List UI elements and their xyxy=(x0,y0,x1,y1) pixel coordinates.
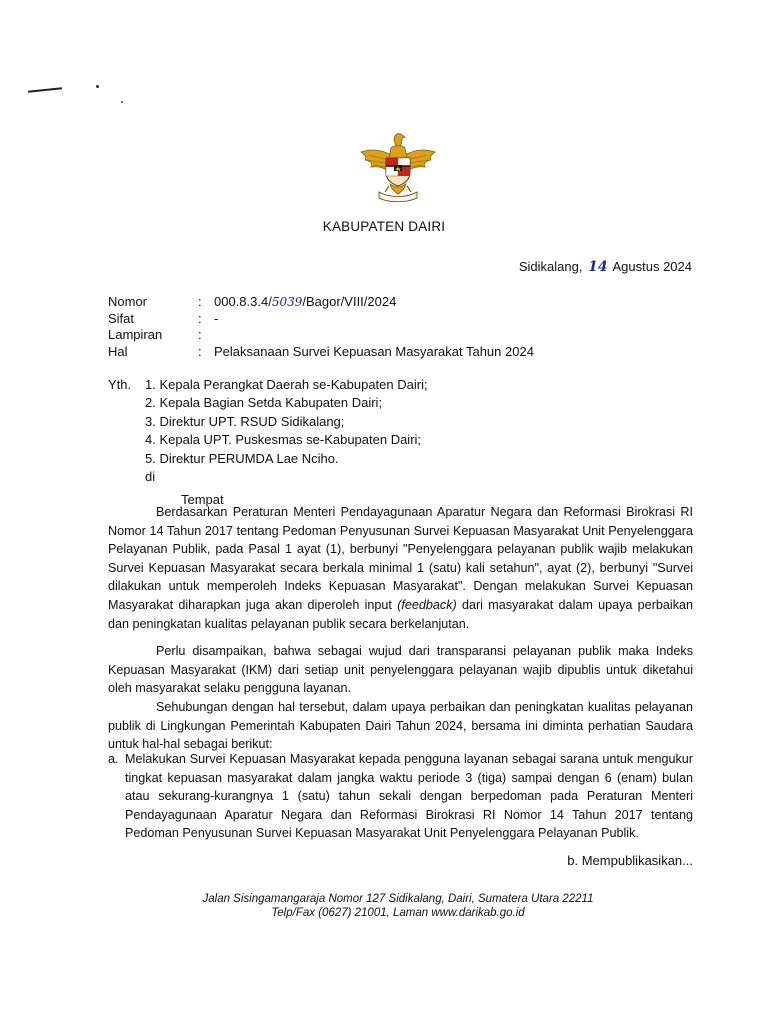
colon: : xyxy=(198,294,202,309)
list-item-a-text: Melakukan Survei Kepuasan Masyarakat kepada pengguna layanan sebagai sarana untuk mengukur tingkat kepuasan masyarakat dalam jangka waktu periode 3 (tiga) sampai dengan 6 (enam) bulan atau sekurang-kurangnya 1 (satu) tahun sekali dengan berpedoman pada Peraturan Menteri Pendayagunaan Aparatur Negara dan Reformasi Birokrasi RI Nomor 14 Tahun 2017 tentang Pedoman Penyusunan Survei Kepuasan Masyarakat Unit Penyelenggara Pelayanan Publik. xyxy=(125,752,693,841)
footer-contact: Telp/Fax (0627) 21001, Laman www.darikab.go.id xyxy=(271,907,525,919)
paragraph-2-text: Perlu disampaikan, bahwa sebagai wujud dari transparansi pelayanan publik maka Indeks Kepuasan Masyarakat (IKM) dari setiap unit penyelenggara pelayanan wajib dipublis untuk diketahui oleh masyarakat selaku pengguna layanan. xyxy=(108,644,693,696)
sifat-value: - xyxy=(214,310,219,326)
meta-row-nomor xyxy=(108,294,534,311)
meta-row-sifat xyxy=(108,311,534,328)
paragraph-2 xyxy=(108,642,693,698)
page-continuation: b. Mempublikasikan... xyxy=(567,853,693,868)
date-month-year: Agustus 2024 xyxy=(612,259,692,274)
yth-label: Yth. xyxy=(108,377,132,392)
list-item-a xyxy=(108,750,693,843)
scan-artifact-mark xyxy=(28,87,62,93)
recipient-item: 1. Kepala Perangkat Daerah se-Kabupaten Dairi; xyxy=(145,377,428,392)
recipient-row xyxy=(108,431,428,449)
date-place: Sidikalang, xyxy=(518,259,583,274)
lampiran-label: Lampiran xyxy=(108,327,163,343)
recipient-row xyxy=(108,413,428,431)
paragraph-3 xyxy=(108,698,693,754)
scan-artifact-dot xyxy=(121,101,123,103)
recipient-item: 4. Kepala UPT. Puskesmas se-Kabupaten Dairi; xyxy=(145,432,422,448)
date-day-handwritten: 14 xyxy=(588,259,608,275)
colon: : xyxy=(198,343,202,359)
letterhead-footer xyxy=(0,892,768,920)
letter-metadata xyxy=(108,294,534,360)
paragraph-1 xyxy=(108,503,693,633)
recipient-tempat: Tempat xyxy=(181,491,224,507)
recipient-row xyxy=(108,394,428,412)
recipient-row xyxy=(108,450,428,468)
regency-title: KABUPATEN DAIRI xyxy=(322,219,446,234)
nomor-handwritten: 5039 xyxy=(271,295,303,309)
meta-row-hal xyxy=(108,344,534,361)
nomor-prefix: 000.8.3.4/ xyxy=(214,294,272,309)
recipient-item: 3. Direktur UPT. RSUD Sidikalang; xyxy=(145,413,345,429)
recipient-row xyxy=(108,376,428,394)
paragraph-1-text-end: dari masyarakat dalam upaya perbaikan dan peningkatan kualitas pelayanan publik secara berkelanjutan. xyxy=(108,597,693,631)
recipient-di: di xyxy=(145,468,156,484)
recipient-item: 2. Kepala Bagian Setda Kabupaten Dairi; xyxy=(145,395,383,411)
recipient-block xyxy=(108,376,428,511)
hal-value: Pelaksanaan Survei Kepuasan Masyarakat Tahun 2024 xyxy=(214,343,534,359)
feedback-term: (feedback) xyxy=(397,597,457,612)
nomor-label: Nomor xyxy=(108,294,148,309)
paragraph-3-text: Sehubungan dengan hal tersebut, dalam upaya perbaikan dan peningkatan kualitas pelayanan publik di Lingkungan Pemerintah Kabupaten Dairi Tahun 2024, bersama ini diminta perhatian Saudara untuk hal-hal sebagai berikut: xyxy=(108,700,693,752)
footer-address: Jalan Sisingamangaraja Nomor 127 Sidikalang, Dairi, Sumatera Utara 22211 xyxy=(202,893,594,905)
meta-row-lampiran xyxy=(108,327,534,344)
nomor-value xyxy=(214,294,396,311)
list-marker: a. xyxy=(108,752,119,766)
sifat-label: Sifat xyxy=(108,310,135,326)
paragraph-1-text: Berdasarkan Peraturan Menteri Pendayagunaan Aparatur Negara dan Reformasi Birokrasi RI Nomor 14 Tahun 2017 tentang Pedoman Penyusunan Survei Kepuasan Masyarakat Unit Penyelenggara Pelayanan Publik, pada Pasal 1 ayat (1), berbunyi "Penyelenggara pelayanan publik wajib melakukan Survei Kepuasan Masyarakat secara berkala minimal 1 (satu) kali setahun", ayat (2), berbunyi "Survei dilakukan untuk memperoleh Indeks Kepuasan Masyarakat". Dengan melakukan Survei Kepuasan Masyarakat diharapkan juga akan diperoleh input xyxy=(108,505,693,612)
scan-artifact-dot xyxy=(96,85,99,88)
colon: : xyxy=(198,327,202,343)
letter-date xyxy=(519,259,692,275)
nomor-suffix: /Bagor/VIII/2024 xyxy=(302,294,397,309)
hal-label: Hal xyxy=(108,343,128,359)
recipient-item: 5. Direktur PERUMDA Lae Nciho. xyxy=(145,450,339,466)
garuda-pancasila-icon xyxy=(355,128,441,204)
colon: : xyxy=(198,310,202,326)
